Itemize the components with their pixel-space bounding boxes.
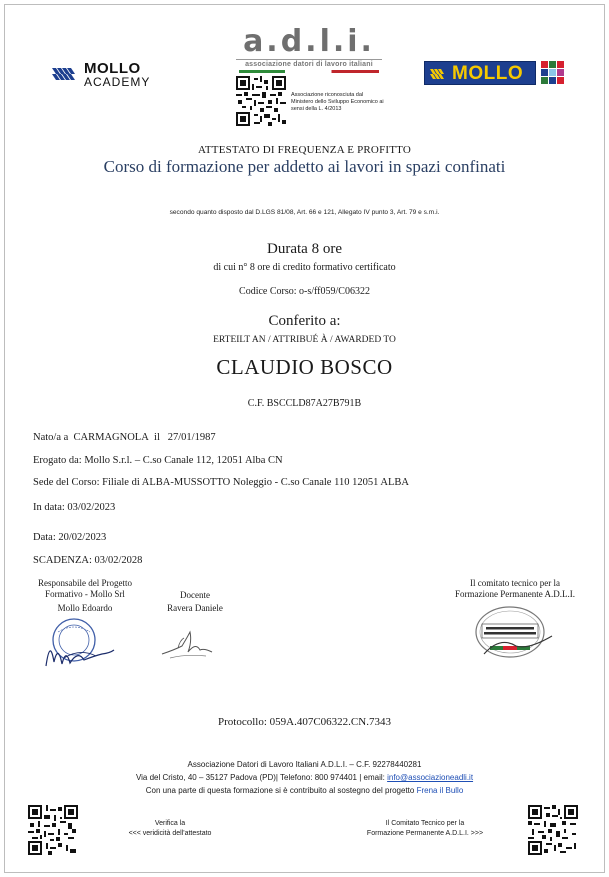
birth-info: [33, 432, 216, 443]
mollo-logo-text: MOLLO: [452, 63, 524, 84]
birth-date: 27/01/1987: [167, 432, 216, 443]
project-manager-role-2: Formativo - Mollo Srl: [45, 589, 125, 599]
committee-foot-line-1: Il Comitato Tecnico per la: [385, 820, 465, 827]
logo-text-academy: ACADEMY: [84, 75, 151, 89]
logo-text-mollo: MOLLO: [84, 60, 141, 77]
course-code: Codice Corso: o-s/ff059/C06322: [239, 286, 370, 297]
provider-info: [33, 455, 283, 466]
legal-basis: secondo quanto disposto dal D.LGS 81/08, Art. 66 e 121, Allegato IV punto 3, Art. 79 e s.m.i.: [169, 209, 440, 216]
project-manager-signature-block: [20, 578, 150, 614]
mollo-mark-icon: [52, 66, 78, 82]
adli-logo: [236, 26, 382, 72]
certificate-heading: ATTESTATO DI FREQUENZA E PROFITTO: [197, 144, 412, 156]
provider-address: – C.so Canale 112, 12051 Alba CN: [134, 455, 283, 466]
footer-contacts: [0, 773, 609, 782]
birth-place: CARMAGNOLA: [73, 432, 149, 443]
teacher-signature-block: [146, 590, 244, 614]
provider-name: Mollo S.r.l.: [84, 455, 133, 466]
committee-line-1: Il comitato tecnico per la: [470, 578, 560, 588]
project-manager-role-1: Responsabile del Progetto: [38, 578, 132, 588]
mollo-logo-box: [424, 61, 536, 85]
footer-project-note: [0, 786, 609, 795]
course-duration: Durata 8 ore: [267, 241, 342, 257]
committee-footer-label: [352, 819, 498, 839]
teacher-signature-icon: [160, 628, 218, 662]
awarded-to-translations: ERTEILT AN / ATTRIBUÉ À / AWARDED TO: [213, 335, 396, 345]
verify-certificate-label: [100, 819, 240, 839]
course-date: In data: 03/02/2023: [33, 502, 116, 513]
mollo-stamp-signature-icon: [40, 618, 120, 670]
course-venue: Sede del Corso: Filiale di ALBA-MUSSOTTO Noleggio - C.so Canale 110 12051 ALBA: [33, 477, 409, 488]
course-title: Corso di formazione per addetto ai lavori in spazi confinati: [103, 157, 506, 176]
italian-flag-stripe: [239, 70, 379, 73]
adli-logo-title: a.d.l.i.: [243, 24, 375, 59]
committee-line-2: Formazione Permanente A.D.L.I.: [455, 589, 575, 599]
footer-email-link[interactable]: info@associazioneadli.it: [387, 773, 474, 782]
committee-qr-code-icon[interactable]: [528, 805, 578, 855]
provider-label: Erogato da:: [33, 455, 82, 466]
frena-il-bullo-link[interactable]: Frena il Bullo: [416, 786, 464, 795]
protocol-number: Protocollo: 059A.407C06322.CN.7343: [218, 716, 391, 728]
project-manager-name: Mollo Edoardo: [57, 603, 113, 613]
mollo-academy-logo: [52, 60, 152, 94]
committee-stamp-icon: [470, 606, 562, 660]
committee-signature-block: [436, 578, 594, 600]
teacher-role: Docente: [180, 590, 210, 600]
mollo-mark-icon: [430, 68, 448, 80]
footer-association-info: Associazione Datori di Lavoro Italiani A.D.L.I. – C.F. 92278440281: [187, 760, 422, 769]
footer-project-text: Con una parte di questa formazione si è contribuito al sostegno del progetto: [145, 786, 417, 795]
expiry-date: SCADENZA: 03/02/2028: [33, 555, 143, 566]
mollo-logo: [424, 61, 566, 85]
birth-date-label: il: [154, 432, 160, 443]
qr-code-icon: [236, 76, 286, 126]
adli-recognition-note: Associazione riconosciuta dal Ministero dello Sviluppo Economico ai sensi della L. 4/2013: [291, 92, 384, 112]
recipient-tax-code: C.F. BSCCLD87A27B791B: [247, 398, 362, 409]
teacher-name: Ravera Daniele: [167, 603, 223, 613]
footer-address-phone: Via del Cristo, 40 – 35127 Padova (PD)| Telefono: 800 974401 | email:: [135, 773, 388, 782]
adli-logo-subtitle: associazione datori di lavoro italiani: [236, 59, 382, 68]
color-squares-icon: [541, 61, 565, 85]
verify-qr-code-icon[interactable]: [28, 805, 78, 855]
recipient-name: CLAUDIO BOSCO: [216, 355, 393, 379]
verify-line-2: <<< veridicità dell'attestato: [128, 830, 212, 837]
issue-date: Data: 20/02/2023: [33, 532, 107, 543]
birth-label: Nato/a a: [33, 432, 69, 443]
credit-hours: di cui n° 8 ore di credito formativo certificato: [213, 262, 396, 273]
verify-line-1: Verifica la: [154, 820, 186, 827]
conferred-to-label: Conferito a:: [268, 313, 341, 329]
committee-foot-line-2: Formazione Permanente A.D.L.I. >>>: [366, 830, 484, 837]
